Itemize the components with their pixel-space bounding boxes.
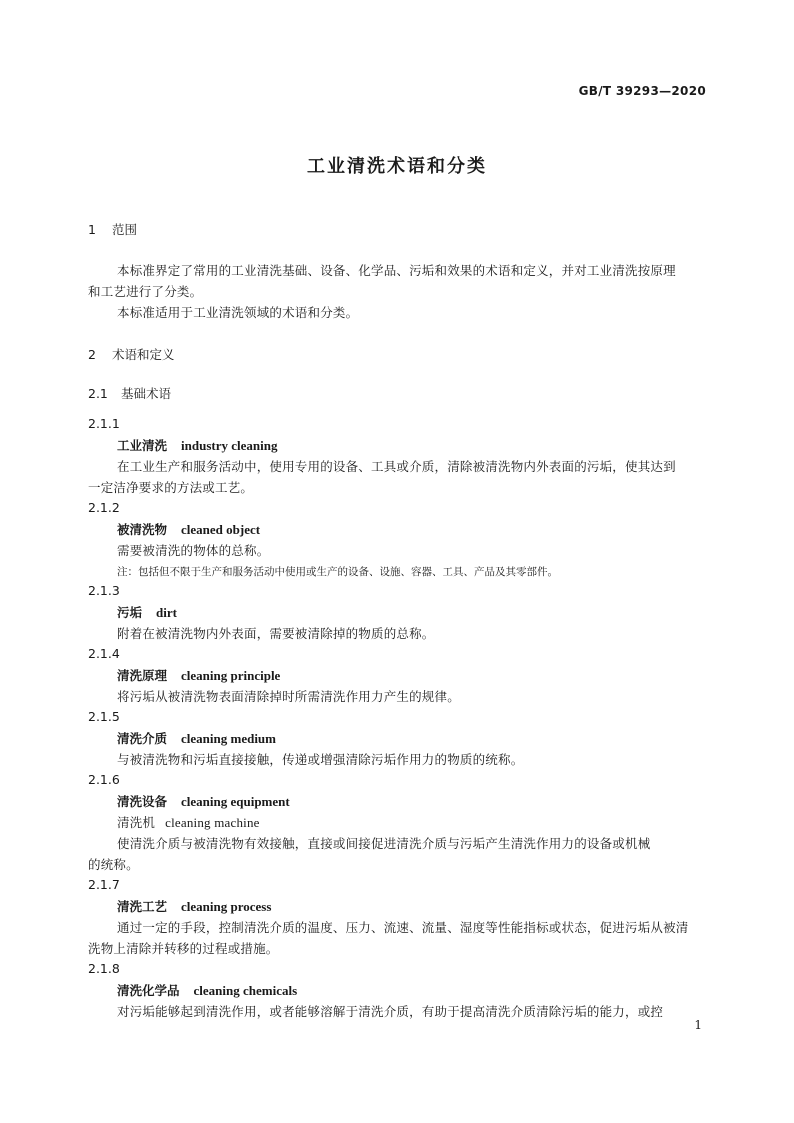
term-entry [117,436,277,454]
term-english: cleaning process [181,899,272,914]
term-definition: 与被清洗物和污垢直接接触，传递或增强清除污垢作用力的物质的统称。 [117,752,524,767]
term-number: 2.1.6 [88,772,120,787]
term-definition: 对污垢能够起到清洗作用，或者能够溶解于清洗介质，有助于提高清洗介质清除污垢的能力，或控 [117,1004,664,1019]
term-chinese: 清洗介质 [117,731,168,746]
term-chinese: 被清洗物 [117,522,168,537]
term-definition: 一定洁净要求的方法或工艺。 [88,480,254,495]
section-number: 2.1 [88,386,108,401]
term-english: cleaned object [181,522,261,537]
term-definition: 需要被清洗的物体的总称。 [117,543,270,558]
section-title: 术语和定义 [112,347,175,362]
term-entry [117,792,290,810]
term-number: 2.1.4 [88,646,120,661]
term-number: 2.1.5 [88,709,120,724]
term-chinese: 清洗化学品 [117,983,180,998]
page-number: 1 [694,1018,702,1032]
term-number: 2.1.1 [88,416,120,431]
section-title: 范围 [112,222,138,237]
term-entry [117,981,297,999]
term-definition: 的统称。 [88,857,139,872]
document-title: 工业清洗术语和分类 [307,156,487,177]
term-number: 2.1.8 [88,961,120,976]
scope-paragraph-line: 和工艺进行了分类。 [88,284,203,299]
term-note: 注：包括但不限于生产和服务活动中使用或生产的设备、设施、容器、工具、产品及其零部件。 [117,566,558,578]
term-english: cleaning principle [181,668,281,683]
term-synonym [117,813,260,831]
term-english: dirt [156,605,177,620]
section-1-heading [88,220,137,238]
synonym-chinese: 清洗机 [117,815,156,830]
synonym-english: cleaning machine [165,815,260,830]
term-entry [117,897,271,915]
term-number: 2.1.3 [88,583,120,598]
term-definition: 在工业生产和服务活动中，使用专用的设备、工具或介质，清除被清洗物内外表面的污垢，使其达到 [117,459,676,474]
term-entry [117,520,260,538]
term-chinese: 污垢 [117,605,143,620]
section-2-heading [88,345,175,363]
section-number: 1 [88,222,96,237]
scope-paragraph-line: 本标准适用于工业清洗领域的术语和分类。 [117,305,359,320]
standard-number: GB/T 39293—2020 [578,84,706,98]
term-chinese: 工业清洗 [117,438,168,453]
term-english: cleaning medium [181,731,276,746]
term-definition: 洗物上清除并转移的过程或措施。 [88,941,279,956]
section-title: 基础术语 [121,386,172,401]
term-number: 2.1.7 [88,877,120,892]
term-definition: 将污垢从被清洗物表面清除掉时所需清洗作用力产生的规律。 [117,689,460,704]
term-english: industry cleaning [181,438,278,453]
term-english: cleaning chemicals [193,983,298,998]
term-definition: 附着在被清洗物内外表面，需要被清除掉的物质的总称。 [117,626,435,641]
section-2-1-heading [88,384,171,402]
term-chinese: 清洗原理 [117,668,168,683]
section-number: 2 [88,347,96,362]
term-entry [117,603,177,621]
term-chinese: 清洗工艺 [117,899,168,914]
term-number: 2.1.2 [88,500,120,515]
term-definition: 通过一定的手段，控制清洗介质的温度、压力、流速、流量、湿度等性能指标或状态，促进污垢从被清 [117,920,689,935]
term-entry [117,729,276,747]
scope-paragraph-line: 本标准界定了常用的工业清洗基础、设备、化学品、污垢和效果的术语和定义，并对工业清洗按原理 [117,263,676,278]
term-english: cleaning equipment [181,794,290,809]
term-definition: 使清洗介质与被清洗物有效接触，直接或间接促进清洗介质与污垢产生清洗作用力的设备或机械 [117,836,651,851]
term-entry [117,666,280,684]
term-chinese: 清洗设备 [117,794,168,809]
